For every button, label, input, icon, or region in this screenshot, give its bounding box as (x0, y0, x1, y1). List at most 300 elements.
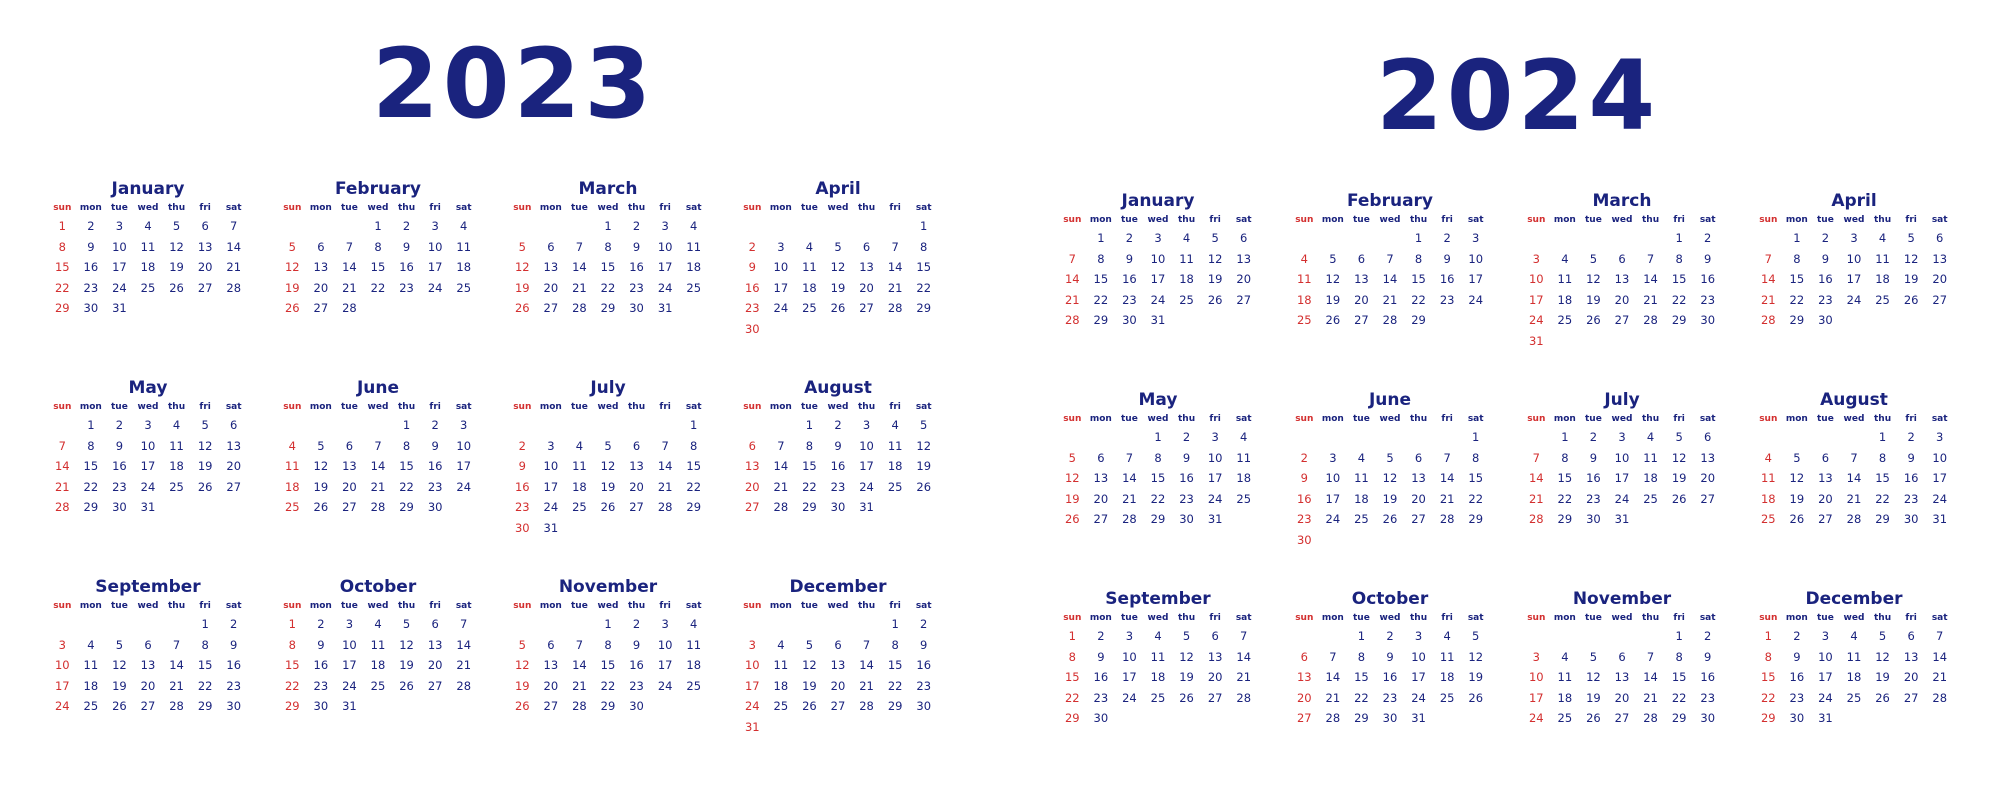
day-cell: 16 (226, 658, 242, 672)
empty-day-cell (767, 216, 796, 237)
weekday-label: sat (1931, 215, 1948, 225)
weekday-label: fri (1209, 414, 1221, 424)
day-cell: 1 (1068, 629, 1076, 643)
day-cell: 29 (1760, 711, 1776, 725)
empty-day-cell (1347, 427, 1376, 448)
weekday-label: sat (1699, 613, 1716, 623)
week-row (1522, 310, 1722, 331)
week-row (508, 696, 708, 717)
day-cell: 15 (1875, 471, 1890, 485)
day-cell: 7 (58, 438, 66, 453)
weekday-label: fri (1673, 215, 1685, 225)
day-cell: 28 (1064, 313, 1080, 327)
day-cell: 20 (1236, 272, 1252, 286)
weekday-label: sun (1295, 613, 1314, 623)
day-cell: 20 (197, 260, 213, 274)
day-cell: 22 (284, 678, 300, 693)
day-cell: 30 (1122, 313, 1137, 327)
day-cell: 14 (342, 260, 357, 274)
day-cell: 22 (600, 678, 616, 693)
empty-day-cell (278, 415, 307, 436)
week-row (1058, 249, 1258, 270)
day-cell: 30 (744, 321, 760, 336)
weekday-label: tue (801, 601, 818, 611)
day-cell: 30 (916, 699, 932, 713)
empty-day-cell (307, 415, 336, 436)
day-cell: 11 (1557, 670, 1573, 684)
day-cell: 28 (1325, 711, 1341, 725)
day-cell: 12 (514, 658, 530, 672)
day-cell: 1 (1097, 231, 1105, 245)
day-cell: 15 (370, 260, 386, 274)
day-cell: 30 (1179, 512, 1194, 526)
day-cell: 24 (140, 479, 156, 494)
day-cell: 2 (402, 219, 411, 233)
empty-day-cell (48, 614, 77, 635)
month-name: October (1351, 589, 1429, 609)
week-row (508, 635, 708, 656)
day-cell: 2 (632, 617, 641, 631)
day-cell: 18 (1439, 670, 1455, 684)
week-row (278, 676, 478, 697)
weekday-header (1058, 610, 1258, 626)
weekday-label: fri (889, 402, 901, 412)
week-row (1522, 290, 1722, 311)
empty-day-cell (1404, 530, 1433, 551)
day-cell: 10 (1411, 649, 1426, 664)
week-row (1058, 310, 1258, 331)
day-cell: 2 (1443, 231, 1451, 245)
weekday-label: thu (1410, 613, 1428, 623)
day-cell: 3 (748, 637, 756, 652)
day-cell: 18 (1354, 491, 1369, 506)
day-cell: 18 (1236, 471, 1252, 485)
week-row (1290, 530, 1490, 551)
day-cell: 23 (1179, 491, 1194, 506)
day-cell: 1 (1154, 430, 1162, 444)
day-cell: 2 (1907, 430, 1915, 444)
day-cell: 28 (887, 301, 903, 315)
weekday-label: sat (455, 601, 472, 611)
month-name: September (1105, 589, 1211, 609)
month-name: October (339, 577, 417, 597)
day-cell: 15 (284, 658, 300, 672)
day-cell: 24 (1325, 512, 1341, 526)
day-cell: 17 (54, 678, 70, 693)
weekday-label: sun (743, 601, 762, 611)
day-cell: 19 (1586, 292, 1601, 307)
empty-day-cell (1229, 708, 1258, 729)
weekday-header (508, 200, 708, 216)
week-row (48, 497, 248, 518)
day-cell: 2 (1125, 231, 1134, 245)
day-cell: 22 (600, 280, 616, 295)
week-row (278, 216, 478, 237)
day-cell: 8 (288, 637, 296, 652)
day-cell: 12 (1064, 471, 1080, 485)
weekday-label: tue (341, 601, 358, 611)
day-cell: 15 (54, 260, 70, 274)
day-cell: 11 (1296, 272, 1312, 286)
day-cell: 15 (1411, 272, 1426, 286)
weekday-label: tue (1585, 613, 1602, 623)
day-cell: 22 (802, 479, 817, 494)
day-cell: 18 (370, 658, 386, 672)
week-row (738, 278, 938, 299)
day-cell: 26 (1671, 491, 1687, 506)
day-cell: 10 (657, 239, 673, 254)
day-cell: 2 (1704, 231, 1712, 245)
day-cell: 30 (226, 699, 242, 713)
week-row (738, 635, 938, 656)
month-name: January (1121, 191, 1195, 211)
weekday-label: sun (1527, 414, 1546, 424)
empty-day-cell (134, 298, 163, 319)
day-cell: 25 (284, 500, 300, 514)
day-cell: 14 (1760, 272, 1776, 286)
empty-day-cell (1754, 228, 1783, 249)
day-cell: 19 (197, 459, 213, 473)
day-cell: 21 (1643, 690, 1658, 705)
empty-day-cell (1636, 228, 1665, 249)
weekday-label: fri (1673, 613, 1685, 623)
week-row (1754, 667, 1954, 688)
week-row (1522, 249, 1722, 270)
day-cell: 18 (284, 479, 300, 494)
empty-day-cell (565, 415, 594, 436)
month-name: April (815, 179, 861, 199)
day-cell: 18 (887, 459, 903, 473)
day-cell: 20 (1818, 491, 1833, 506)
day-cell: 27 (1614, 313, 1630, 327)
day-cell: 17 (859, 459, 874, 473)
weekday-label: tue (1585, 215, 1602, 225)
weekday-label: fri (1441, 414, 1453, 424)
day-cell: 12 (1179, 649, 1194, 664)
day-cell: 21 (226, 260, 242, 274)
day-cell: 18 (1846, 670, 1862, 684)
day-cell: 24 (657, 678, 673, 693)
day-cell: 29 (1354, 711, 1369, 725)
day-cell: 20 (543, 678, 559, 693)
day-cell: 19 (1586, 690, 1601, 705)
weekday-label: thu (628, 203, 646, 213)
day-cell: 2 (518, 438, 526, 453)
day-cell: 6 (632, 438, 641, 453)
week-row (1754, 269, 1954, 290)
day-cell: 10 (1818, 649, 1833, 664)
day-cell: 5 (604, 438, 612, 453)
day-cell: 2 (1704, 629, 1712, 643)
day-cell: 27 (1207, 690, 1223, 705)
day-cell: 15 (1671, 272, 1687, 286)
day-cell: 18 (572, 479, 587, 494)
day-cell: 28 (1846, 512, 1862, 526)
day-cell: 18 (686, 260, 702, 274)
empty-day-cell (1522, 427, 1551, 448)
day-cell: 22 (399, 479, 414, 494)
day-cell: 15 (1468, 471, 1484, 485)
day-cell: 4 (1357, 450, 1366, 465)
empty-day-cell (449, 298, 478, 319)
empty-day-cell (738, 614, 767, 635)
week-row (508, 216, 708, 237)
day-cell: 28 (1236, 690, 1252, 705)
empty-day-cell (824, 216, 853, 237)
day-cell: 14 (1846, 471, 1862, 485)
weekday-label: sun (1527, 613, 1546, 623)
day-cell: 13 (342, 459, 357, 473)
day-cell: 18 (1296, 292, 1312, 307)
day-cell: 28 (657, 500, 673, 514)
empty-day-cell (1522, 228, 1551, 249)
day-cell: 3 (1936, 430, 1944, 444)
day-cell: 22 (1093, 292, 1109, 307)
weekday-label: sun (743, 203, 762, 213)
week-row (278, 655, 478, 676)
empty-day-cell (1608, 626, 1637, 647)
weekday-label: mon (769, 203, 792, 213)
day-cell: 2 (87, 219, 95, 233)
day-cell: 28 (370, 500, 386, 514)
day-cell: 21 (1643, 292, 1658, 307)
day-cell: 15 (197, 658, 213, 672)
day-cell: 8 (1764, 649, 1772, 664)
week-row (508, 497, 708, 518)
day-cell: 17 (1207, 471, 1223, 485)
day-cell: 10 (543, 459, 559, 473)
day-cell: 23 (1296, 512, 1312, 526)
day-cell: 21 (169, 678, 184, 693)
day-cell: 22 (686, 479, 702, 494)
day-cell: 15 (1671, 670, 1687, 684)
day-cell: 29 (686, 500, 702, 514)
week-row (1058, 489, 1258, 510)
week-row (508, 415, 708, 436)
day-cell: 7 (1646, 649, 1655, 664)
day-cell: 19 (802, 678, 817, 693)
day-cell: 8 (604, 637, 612, 652)
day-cell: 24 (773, 301, 789, 315)
weekday-label: sun (1759, 414, 1778, 424)
day-cell: 7 (891, 239, 899, 254)
day-cell: 23 (399, 280, 414, 295)
day-cell: 12 (1325, 272, 1341, 286)
weekday-label: sat (915, 601, 932, 611)
day-cell: 10 (859, 438, 874, 453)
week-row (738, 436, 938, 457)
day-cell: 27 (342, 500, 357, 514)
empty-day-cell (1433, 708, 1462, 729)
day-cell: 28 (54, 500, 70, 514)
day-cell: 1 (690, 418, 698, 432)
day-cell: 4 (575, 438, 584, 453)
week-row (48, 655, 248, 676)
day-cell: 3 (862, 418, 871, 432)
day-cell: 22 (370, 280, 386, 295)
day-cell: 10 (456, 438, 472, 453)
day-cell: 15 (1093, 272, 1109, 286)
weekday-label: tue (341, 402, 358, 412)
week-row (738, 497, 938, 518)
day-cell: 22 (1354, 690, 1369, 705)
day-cell: 27 (1932, 292, 1948, 307)
week-row (278, 415, 478, 436)
day-cell: 12 (916, 438, 932, 453)
empty-day-cell (449, 696, 478, 717)
empty-day-cell (1608, 228, 1637, 249)
weekday-label: wed (1611, 215, 1633, 225)
week-row (1290, 647, 1490, 668)
day-cell: 21 (1439, 491, 1455, 506)
week-row (1058, 269, 1258, 290)
week-row (1290, 228, 1490, 249)
day-cell: 5 (172, 219, 181, 233)
day-cell: 25 (456, 280, 472, 295)
weekday-header (48, 598, 248, 614)
day-cell: 7 (345, 239, 354, 254)
day-cell: 3 (547, 438, 555, 453)
day-cell: 6 (1300, 649, 1308, 664)
day-cell: 20 (830, 678, 846, 693)
day-cell: 16 (427, 459, 443, 473)
weekday-label: thu (168, 203, 186, 213)
weekday-label: tue (571, 203, 588, 213)
weekday-label: wed (1843, 414, 1865, 424)
week-row (1522, 331, 1722, 352)
day-cell: 2 (1589, 430, 1598, 444)
empty-day-cell (622, 518, 651, 539)
day-cell: 15 (399, 459, 414, 473)
week-row (1754, 647, 1954, 668)
weekday-label: sun (513, 402, 532, 412)
day-cell: 12 (169, 239, 184, 254)
day-cell: 10 (1614, 450, 1630, 465)
weekday-label: tue (1817, 613, 1834, 623)
day-cell: 27 (1818, 512, 1833, 526)
day-cell: 1 (1472, 430, 1480, 444)
day-cell: 11 (1557, 272, 1573, 286)
day-cell: 11 (802, 260, 817, 274)
day-cell: 7 (1240, 629, 1248, 643)
day-cell: 6 (230, 418, 238, 432)
week-row (1058, 626, 1258, 647)
day-cell: 8 (201, 637, 209, 652)
weekday-label: wed (367, 203, 389, 213)
month-july (1522, 389, 1722, 530)
day-cell: 12 (197, 438, 213, 453)
month-name: January (111, 179, 185, 199)
weekday-label: wed (597, 203, 619, 213)
weekday-label: fri (659, 203, 671, 213)
day-cell: 18 (1643, 471, 1658, 485)
day-cell: 10 (1325, 471, 1341, 485)
day-cell: 28 (169, 699, 184, 713)
week-row (1754, 708, 1954, 729)
day-cell: 10 (1846, 251, 1862, 266)
day-cell: 4 (288, 438, 296, 453)
day-cell: 13 (1932, 251, 1948, 266)
day-cell: 29 (83, 500, 99, 514)
empty-day-cell (335, 216, 364, 237)
week-row (1290, 468, 1490, 489)
day-cell: 14 (1325, 670, 1341, 684)
day-cell: 5 (1793, 450, 1801, 465)
empty-day-cell (191, 497, 220, 518)
day-cell: 29 (197, 699, 213, 713)
weekday-label: wed (1379, 215, 1401, 225)
day-cell: 2 (115, 418, 124, 432)
weekday-label: fri (1441, 215, 1453, 225)
empty-day-cell (565, 216, 594, 237)
day-cell: 13 (427, 637, 443, 652)
day-cell: 7 (575, 239, 584, 254)
day-cell: 24 (456, 479, 472, 494)
day-cell: 30 (83, 301, 99, 315)
day-cell: 15 (802, 459, 817, 473)
month-june (278, 377, 478, 518)
empty-day-cell (909, 717, 938, 738)
day-cell: 13 (1296, 670, 1312, 684)
day-cell: 19 (1207, 272, 1223, 286)
empty-day-cell (1693, 331, 1722, 352)
day-cell: 26 (514, 301, 530, 315)
weekday-header (1754, 212, 1954, 228)
day-cell: 5 (115, 637, 124, 652)
day-cell: 17 (773, 280, 789, 295)
day-cell: 31 (1207, 512, 1223, 526)
empty-day-cell (77, 614, 106, 635)
day-cell: 30 (1296, 532, 1312, 547)
week-row (1522, 667, 1722, 688)
weekday-label: mon (79, 402, 102, 412)
day-cell: 6 (834, 637, 842, 652)
empty-day-cell (1290, 228, 1319, 249)
empty-day-cell (1461, 708, 1490, 729)
day-cell: 12 (514, 260, 530, 274)
empty-day-cell (651, 518, 680, 539)
empty-day-cell (1608, 331, 1637, 352)
week-row (1290, 688, 1490, 709)
day-cell: 22 (1671, 292, 1687, 307)
month-november (1522, 588, 1722, 729)
empty-day-cell (1347, 530, 1376, 551)
day-cell: 5 (1068, 450, 1076, 465)
day-cell: 1 (604, 617, 612, 631)
year-title: 2023 (372, 28, 656, 140)
weekday-label: sat (1931, 613, 1948, 623)
day-cell: 4 (891, 418, 899, 432)
day-cell: 17 (112, 260, 127, 274)
empty-day-cell (1376, 427, 1405, 448)
weekday-header (1058, 411, 1258, 427)
day-cell: 16 (629, 260, 644, 274)
weekday-label: mon (1089, 215, 1112, 225)
day-cell: 27 (1614, 711, 1630, 725)
empty-day-cell (1811, 427, 1840, 448)
day-cell: 7 (862, 637, 871, 652)
day-cell: 13 (1903, 649, 1919, 664)
day-cell: 27 (427, 678, 443, 693)
weekday-label: sun (1527, 215, 1546, 225)
day-cell: 25 (83, 699, 99, 713)
day-cell: 8 (1414, 251, 1423, 266)
day-cell: 20 (744, 479, 760, 494)
weekday-label: thu (1178, 613, 1196, 623)
week-row (1058, 228, 1258, 249)
day-cell: 25 (1236, 491, 1252, 506)
day-cell: 7 (1386, 251, 1394, 266)
